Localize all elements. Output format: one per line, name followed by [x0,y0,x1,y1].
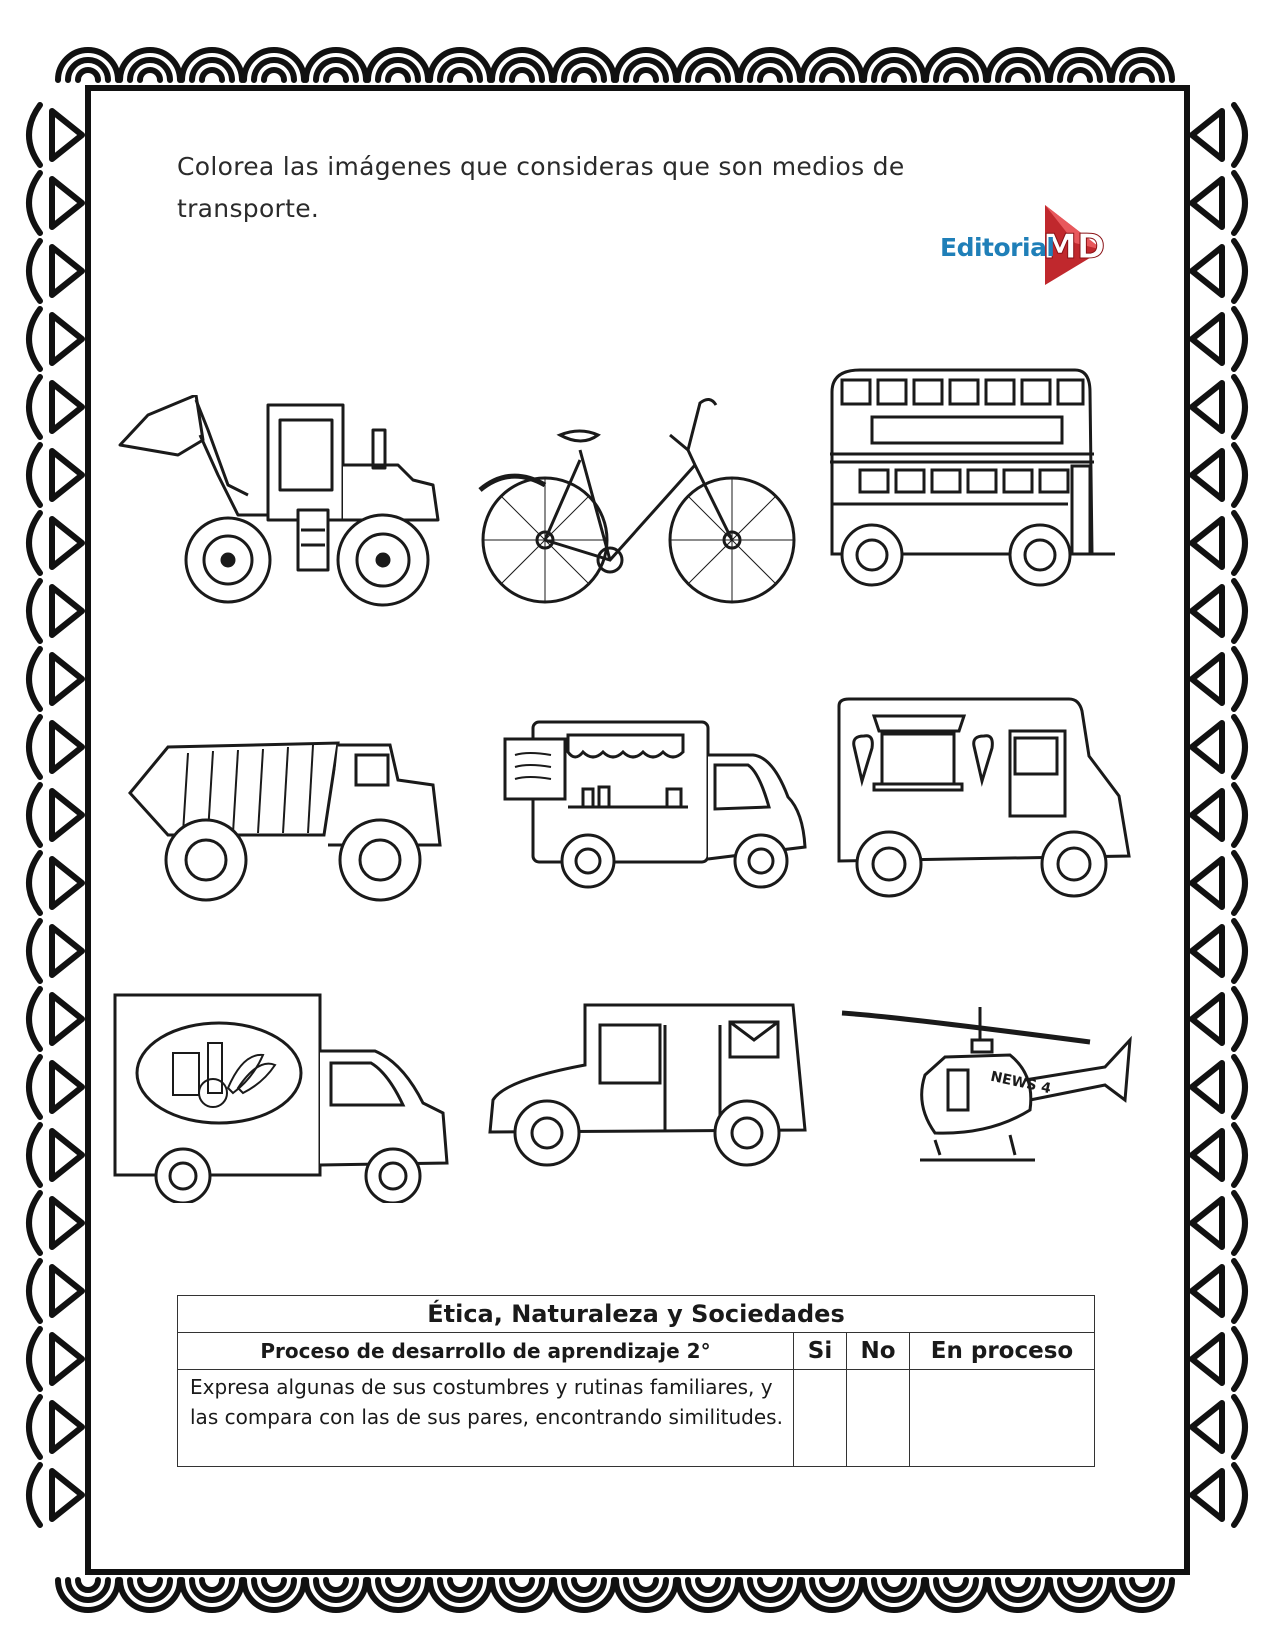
editorial-md-logo [935,205,1125,285]
svg-text:MD: MD [1043,227,1106,267]
news-helicopter-image [840,1005,1140,1183]
checkbox-no-cell[interactable] [847,1370,910,1467]
bicycle-image [470,395,810,610]
checkbox-si-cell[interactable] [794,1370,847,1467]
dump-truck-image [128,735,458,905]
ice-cream-truck-image [834,696,1146,914]
helicopter-label: NEWS 4 [989,1068,1053,1098]
grocery-delivery-truck-image [113,993,463,1203]
double-decker-bus-image [820,362,1120,602]
column-no: No [847,1333,910,1370]
learning-indicator-text: Expresa algunas de sus costumbres y rutinas familiares, y las compara con las de sus pares, encontrando similitudes. [178,1370,794,1467]
column-en-proceso: En proceso [910,1333,1095,1370]
logo-text: Editorial [940,233,1055,262]
food-truck-image [503,717,823,895]
evaluation-title: Ética, Naturaleza y Sociedades [178,1296,1095,1333]
instruction-text: Colorea las imágenes que consideras que son medios de transporte. [177,152,905,223]
process-header: Proceso de desarrollo de aprendizaje 2° [178,1333,794,1370]
checkbox-en-proceso-cell[interactable] [910,1370,1095,1467]
column-si: Si [794,1333,847,1370]
front-loader-image [118,395,458,610]
evaluation-table [177,1295,1095,1467]
mail-van-image [485,1000,825,1180]
